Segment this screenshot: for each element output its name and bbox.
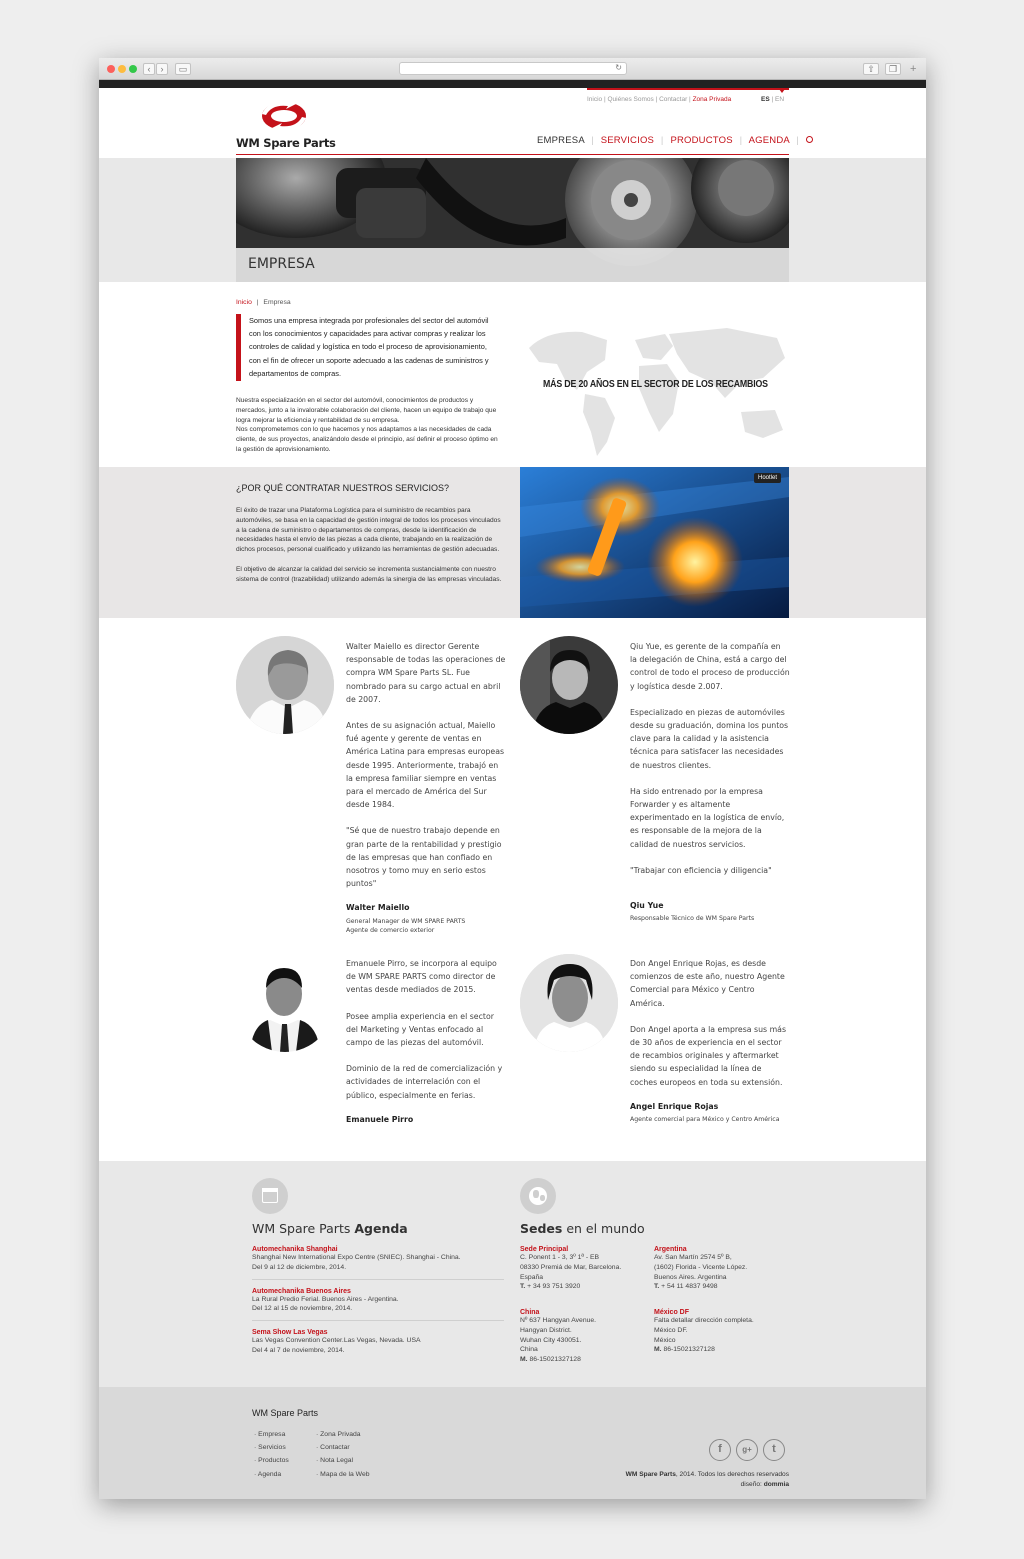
- event-venue: La Rural Predio Ferial. Buenos Aires - Argentina.: [252, 1295, 399, 1303]
- topnav-contactar[interactable]: Contactar: [659, 96, 688, 103]
- person-role: General Manager de WM SPARE PARTS: [346, 917, 466, 925]
- reload-icon[interactable]: ↻: [615, 63, 622, 72]
- office-sede-principal: [520, 1246, 650, 1292]
- footer-link[interactable]: · Contactar: [316, 1444, 350, 1452]
- header-accent-line: [587, 88, 789, 90]
- office-address: España: [520, 1273, 544, 1281]
- event-title[interactable]: Automechanika Buenos Aires: [252, 1287, 351, 1295]
- breadcrumb-home[interactable]: Inicio: [236, 299, 252, 306]
- avatar-angel-enrique-rojas: [520, 954, 618, 1052]
- office-phone: T. + 54 11 4837 9498: [654, 1283, 718, 1291]
- event-date: Del 12 al 15 de noviembre, 2014.: [252, 1305, 353, 1313]
- minimize-window-icon[interactable]: [118, 65, 126, 73]
- social-links: [709, 1439, 785, 1461]
- footer-link[interactable]: · Zona Privada: [316, 1431, 361, 1438]
- browser-window: [99, 58, 926, 1499]
- header-underline: [236, 154, 789, 155]
- lang-en[interactable]: EN: [774, 96, 785, 103]
- person-name: Qiu Yue: [630, 901, 664, 911]
- bio-text: Posee amplia experiencia en el sector del Marketing y Ventas enfocado al campo de las piezas del automóvil.: [346, 1011, 494, 1048]
- maximize-window-icon[interactable]: [129, 65, 137, 73]
- agenda-heading-b: Agenda: [354, 1221, 408, 1236]
- agenda-list: [252, 1246, 504, 1356]
- lang-es[interactable]: ES: [761, 96, 770, 103]
- person-name: Emanuele Pirro: [346, 1114, 414, 1124]
- twitter-icon[interactable]: t: [763, 1439, 785, 1461]
- hootlet-badge[interactable]: Hootlet: [754, 473, 781, 483]
- design-label: diseño:: [740, 1480, 764, 1488]
- close-window-icon[interactable]: [107, 65, 115, 73]
- nav-servicios[interactable]: SERVICIOS: [600, 135, 655, 146]
- office-address: Hangyan District.: [520, 1326, 572, 1334]
- nav-empresa[interactable]: EMPRESA: [537, 135, 585, 146]
- office-address: (1602) Florida - Vicente López.: [654, 1263, 748, 1271]
- office-address: 08330 Premiá de Mar, Barcelona.: [520, 1263, 622, 1271]
- lang-indicator-icon: [779, 89, 785, 93]
- breadcrumb-current: Empresa: [263, 299, 291, 306]
- office-phone: M. 86-15021327128: [520, 1356, 581, 1364]
- globe-icon: [520, 1178, 556, 1214]
- office-title: México DF: [654, 1309, 690, 1316]
- event-title[interactable]: Automechanika Shanghai: [252, 1246, 338, 1253]
- topnav-inicio[interactable]: Inicio: [587, 96, 603, 103]
- agenda-heading: [252, 1221, 408, 1236]
- intro-quote: Somos una empresa integrada por profesionales del sector del automóvil con los conocimientos y capacidades para activar compras y realizar los controles de calidad y logística en todo el proceso de aprovisionamiento, con el fin de ofrecer un soporte adecuado a las cadenas de suministros y departamentos de compras.: [249, 316, 489, 378]
- forward-arrow-icon[interactable]: ›: [156, 63, 168, 75]
- address-bar[interactable]: [399, 62, 627, 75]
- language-switch: ES | EN: [761, 96, 785, 103]
- agenda-event[interactable]: [252, 1329, 504, 1356]
- services-band: [99, 467, 926, 618]
- search-icon[interactable]: [806, 136, 813, 143]
- event-title[interactable]: Sema Show Las Vegas: [252, 1329, 328, 1337]
- hero-image: [236, 158, 789, 282]
- bio-walter-maiello: [346, 640, 506, 935]
- services-image: [520, 467, 789, 618]
- event-venue: Las Vegas Convention Center.Las Vegas, Nevada. USA: [252, 1337, 421, 1345]
- footer-link[interactable]: · Agenda: [254, 1470, 282, 1478]
- tabs-icon[interactable]: ❐: [885, 63, 901, 75]
- bio-text: Ha sido entrenado por la empresa Forwarder y es altamente experimentado en la logística de envío, es responsable de la mejora de la calidad de nuestros servicios.: [630, 786, 785, 849]
- design-credit[interactable]: dommia: [763, 1480, 789, 1488]
- bio-text: Antes de su asignación actual, Maiello fué agente y gerente de ventas en América Latina para empresas europeas desde 1995. Anteriormente, trabajó en la empresa familiar siempre en ventas para el mercado de América del Sur desde 1984.: [346, 721, 505, 810]
- copyright-text: , 2014. Todos los derechos reservados: [675, 1471, 789, 1478]
- sedes-heading-a: Sedes: [520, 1221, 563, 1236]
- footer-link[interactable]: · Servicios: [254, 1444, 286, 1452]
- services-p1: El éxito de trazar una Plataforma Logística para el suministro de recambios para automóviles, se basa en la capacidad de gestión integral de todos los procesos vinculados a la cadena de suministro o departamentos de compras, desde la identificación de necesidades hasta el envío de las piezas a cada cliente, trabajando en la realización de dichos procesos, personal cualificado y utilizando las herramientas de gestión adecuadas.: [236, 507, 501, 554]
- bio-text: Emanuele Pirro, se incorpora al equipo de WM SPARE PARTS como director de ventas desde mediados de 2015.: [346, 959, 497, 995]
- bio-text: Dominio de la red de comercialización y actividades de interrelación con el público, especialmente en ferias.: [346, 1064, 503, 1100]
- footer: [99, 1387, 926, 1499]
- facebook-icon[interactable]: f: [709, 1439, 731, 1461]
- footer-link[interactable]: · Empresa: [254, 1431, 286, 1438]
- footer-links-col2: [316, 1428, 370, 1481]
- office-mexico: [654, 1309, 790, 1355]
- back-arrow-icon[interactable]: ‹: [143, 63, 155, 75]
- nav-productos[interactable]: PRODUCTOS: [670, 135, 733, 146]
- breadcrumb: [236, 299, 291, 306]
- sidebar-toggle-icon[interactable]: ▭: [175, 63, 191, 75]
- calendar-icon: [252, 1178, 288, 1214]
- intro-body-2: Nos comprometemos con lo que hacemos y nos adaptamos a las necesidades de cada cliente, de sus proyectos, analizándolo desde el principio, así definir el proceso óptimo en la gestión de aprovisionamiento.: [236, 426, 498, 453]
- google-plus-icon[interactable]: g+: [736, 1439, 758, 1461]
- avatar-qiu-yue: [520, 636, 618, 734]
- agenda-event[interactable]: [252, 1246, 504, 1280]
- person-role: Responsable Técnico de WM Spare Parts: [630, 915, 755, 923]
- office-title: Sede Principal: [520, 1246, 569, 1253]
- sedes-heading-b: en el mundo: [562, 1221, 645, 1236]
- browser-chrome: [99, 58, 926, 80]
- footer-brand: WM Spare Parts: [252, 1408, 319, 1418]
- sedes-heading: [520, 1221, 645, 1236]
- office-address: Av. San Martín 2574 5º B,: [654, 1254, 732, 1261]
- event-venue: Shanghai New International Expo Centre (SNIEC). Shanghai - China.: [252, 1254, 461, 1261]
- topnav-quienes-somos[interactable]: Quiénes Somos: [607, 96, 654, 103]
- office-address: Nº 637 Hangyan Avenue.: [520, 1317, 597, 1324]
- main-nav: EMPRESA | SERVICIOS | PRODUCTOS | AGENDA |: [537, 135, 813, 146]
- office-address: Falta detallar dirección completa.: [654, 1317, 754, 1324]
- footer-link[interactable]: · Productos: [254, 1457, 289, 1465]
- intro-body: [236, 396, 500, 455]
- footer-link[interactable]: · Mapa de la Web: [316, 1470, 370, 1478]
- page: [99, 88, 926, 1499]
- copyright-brand: WM Spare Parts: [625, 1471, 676, 1478]
- bio-text: Don Angel aporta a la empresa sus más de 30 años de experiencia en el sector de recambios originales y aftermarket siendo su especialidad la línea de coches europeos en toda su extensión.: [630, 1024, 787, 1087]
- office-phone: M. 86-15021327128: [654, 1346, 715, 1354]
- agenda-heading-a: WM Spare Parts: [252, 1221, 355, 1236]
- office-china: [520, 1309, 650, 1365]
- bio-text: Especializado en piezas de automóviles desde su graduación, domina los puntos clave para la calidad y la asistencia técnica para satisfacer las necesidades de nuestros clientes.: [630, 707, 789, 770]
- event-date: Del 4 al 7 de noviembre, 2014.: [252, 1346, 345, 1354]
- top-nav: Inicio | Quiénes Somos | Contactar | Zona Privada: [587, 96, 732, 103]
- person-name: Walter Maiello: [346, 903, 410, 913]
- bio-text: "Trabajar con eficiencia y diligencia": [630, 865, 772, 875]
- bio-text: Walter Maiello es director Gerente responsable de todas las operaciones de compra WM Spare Parts SL. Fue nombrado para su cargo actual en abril de 2007.: [346, 642, 506, 704]
- services-p2: El objetivo de alcanzar la calidad del servicio se incrementa sustancialmente con nuestro sistema de control (trazabilidad) utilizando además la sinergia de las empresas vinculadas.: [236, 565, 502, 583]
- bio-qiu-yue: [630, 640, 790, 923]
- office-address: Wuhan City 430051.: [520, 1336, 582, 1344]
- logo-text: WM Spare Parts: [236, 136, 336, 150]
- office-address: México: [654, 1336, 676, 1344]
- bio-text: Don Angel Enrique Rojas, es desde comienzos de este año, nuestro Agente Comercial para México y Centro América.: [630, 959, 785, 1008]
- page-title: EMPRESA: [248, 256, 315, 272]
- event-date: Del 9 al 12 de diciembre, 2014.: [252, 1263, 347, 1271]
- bio-emanuele-pirro: [346, 957, 506, 1126]
- info-band: [99, 1161, 926, 1387]
- world-map-icon: [527, 320, 789, 460]
- topnav-zona-privada[interactable]: Zona Privada: [692, 96, 732, 103]
- person-role: Agente comercial para México y Centro América: [630, 1116, 780, 1124]
- bio-text: Qiu Yue, es gerente de la compañía en la delegación de China, está a cargo del control de todo el proceso de producción y logística desde 2.007.: [630, 642, 790, 691]
- bio-text: "Sé que de nuestro trabajo depende en gran parte de la rentabilidad y prestigio de las empresas que han confiado en nosotros y tomo muy en serio estos puntos": [346, 826, 502, 889]
- office-title: China: [520, 1309, 540, 1316]
- site-top-bar: [99, 80, 926, 88]
- person-role: Agente de comercio exterior: [346, 926, 435, 934]
- intro-body-1: Nuestra especialización en el sector del automóvil, conocimientos de productos y mercados, junto a la invalorable colaboración del cliente, hacen un equipo de trabajo que logra mejorar la eficiencia y rentabilidad de su empresa.: [236, 397, 497, 424]
- new-tab-icon[interactable]: +: [910, 63, 917, 75]
- office-address: China: [520, 1346, 538, 1354]
- office-phone: T. + 34 93 751 3920: [520, 1283, 581, 1291]
- nav-agenda[interactable]: AGENDA: [748, 135, 790, 146]
- office-argentina: [654, 1246, 790, 1292]
- footer-link[interactable]: · Nota Legal: [316, 1457, 354, 1465]
- person-name: Angel Enrique Rojas: [630, 1101, 719, 1111]
- footer-links-col1: [254, 1428, 289, 1481]
- bio-angel-enrique-rojas: [630, 957, 790, 1124]
- hero-title-bar: [236, 248, 789, 282]
- avatar-walter-maiello: [236, 636, 334, 734]
- services-title: ¿POR QUÉ CONTRATAR NUESTROS SERVICIOS?: [236, 483, 450, 493]
- office-address: Buenos Aires. Argentina: [654, 1273, 727, 1281]
- office-address: C. Ponent 1 - 3, 3º 1ª - EB: [520, 1254, 600, 1261]
- logo-arrows-icon: [258, 97, 310, 135]
- share-icon[interactable]: ⇧: [863, 63, 879, 75]
- logo[interactable]: [236, 94, 336, 154]
- intro-quote-bar: [236, 314, 241, 381]
- office-address: México DF.: [654, 1326, 688, 1334]
- avatar-emanuele-pirro: [236, 954, 334, 1052]
- map-caption: MÁS DE 20 AÑOS EN EL SECTOR DE LOS RECAMBIOS: [543, 379, 768, 390]
- copyright: [549, 1470, 789, 1489]
- breadcrumb-separator: |: [256, 299, 259, 306]
- services-text: [236, 506, 504, 585]
- agenda-event[interactable]: [252, 1288, 504, 1322]
- office-title: Argentina: [654, 1246, 687, 1253]
